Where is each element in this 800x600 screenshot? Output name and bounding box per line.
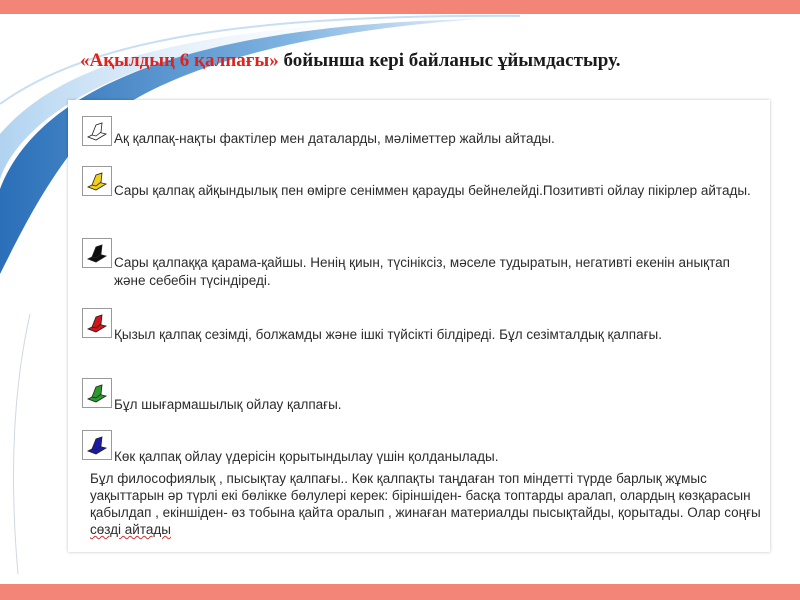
hat-glyph — [85, 119, 109, 143]
hat-glyph — [85, 381, 109, 405]
hat-glyph — [85, 433, 109, 457]
blue-hat-icon — [82, 430, 112, 460]
summary-text: Бұл философиялық , пысықтау қалпағы.. Көк қалпақты таңдаған топ міндетті түрде барлық жұмыс уақыттарын әр түрлі екі бөлікке бөлулері керек: біріншіден- басқа топтарды аралап, олардың көзқарасын қабылдап , екіншіден- өз тобына қайта оралып , жинаған материалды пысықтайды, қорытады. Олар соңғы — [90, 471, 761, 520]
white-hat-icon — [82, 116, 112, 146]
hat-glyph — [85, 241, 109, 265]
title-rest: бойынша кері байланыс ұйымдастыру. — [278, 50, 621, 71]
red-hat-icon — [82, 308, 112, 338]
hat-text-blue: Көк қалпақ ойлау үдерісін қорытындылау үшін қолданылады. — [114, 449, 499, 464]
bottom-accent-bar — [0, 584, 800, 600]
hat-row-red — [82, 308, 762, 344]
hat-row-green — [82, 378, 762, 414]
hat-text-white: Ақ қалпақ-нақты фактілер мен даталарды, мәліметтер жайлы айтады. — [114, 131, 555, 146]
summary-text-end: сөзді айтады — [90, 522, 171, 537]
hat-text-green: Бұл шығармашылық ойлау қалпағы. — [114, 397, 342, 412]
title-accent: «Ақылдың 6 қалпағы» — [80, 50, 279, 71]
hat-glyph — [85, 169, 109, 193]
slide-title — [80, 50, 780, 72]
hat-text-yellow: Сары қалпақ айқындылық пен өмірге сеніммен қарауды бейнелейді.Позитивті ойлау пікірлер айтады. — [114, 183, 751, 198]
hat-row-blue — [82, 430, 762, 466]
content-panel — [68, 100, 770, 552]
hat-row-yellow — [82, 166, 762, 200]
hat-text-red: Қызыл қалпақ сезімді, болжамды және ішкі түйсікті білдіреді. Бұл сезімталдық қалпағы. — [114, 327, 662, 342]
top-accent-bar — [0, 0, 800, 14]
black-hat-icon — [82, 238, 112, 268]
hat-row-white — [82, 116, 762, 148]
yellow-hat-icon — [82, 166, 112, 196]
hat-row-black — [82, 238, 762, 290]
green-hat-icon — [82, 378, 112, 408]
hat-text-black: Сары қалпаққа қарама-қайшы. Ненің қиын, түсініксіз, мәселе тудыратын, негативті екенін анықтап және себебін түсіндіреді. — [114, 255, 730, 288]
hat-glyph — [85, 311, 109, 335]
summary-paragraph — [90, 470, 762, 538]
slide — [0, 14, 800, 584]
